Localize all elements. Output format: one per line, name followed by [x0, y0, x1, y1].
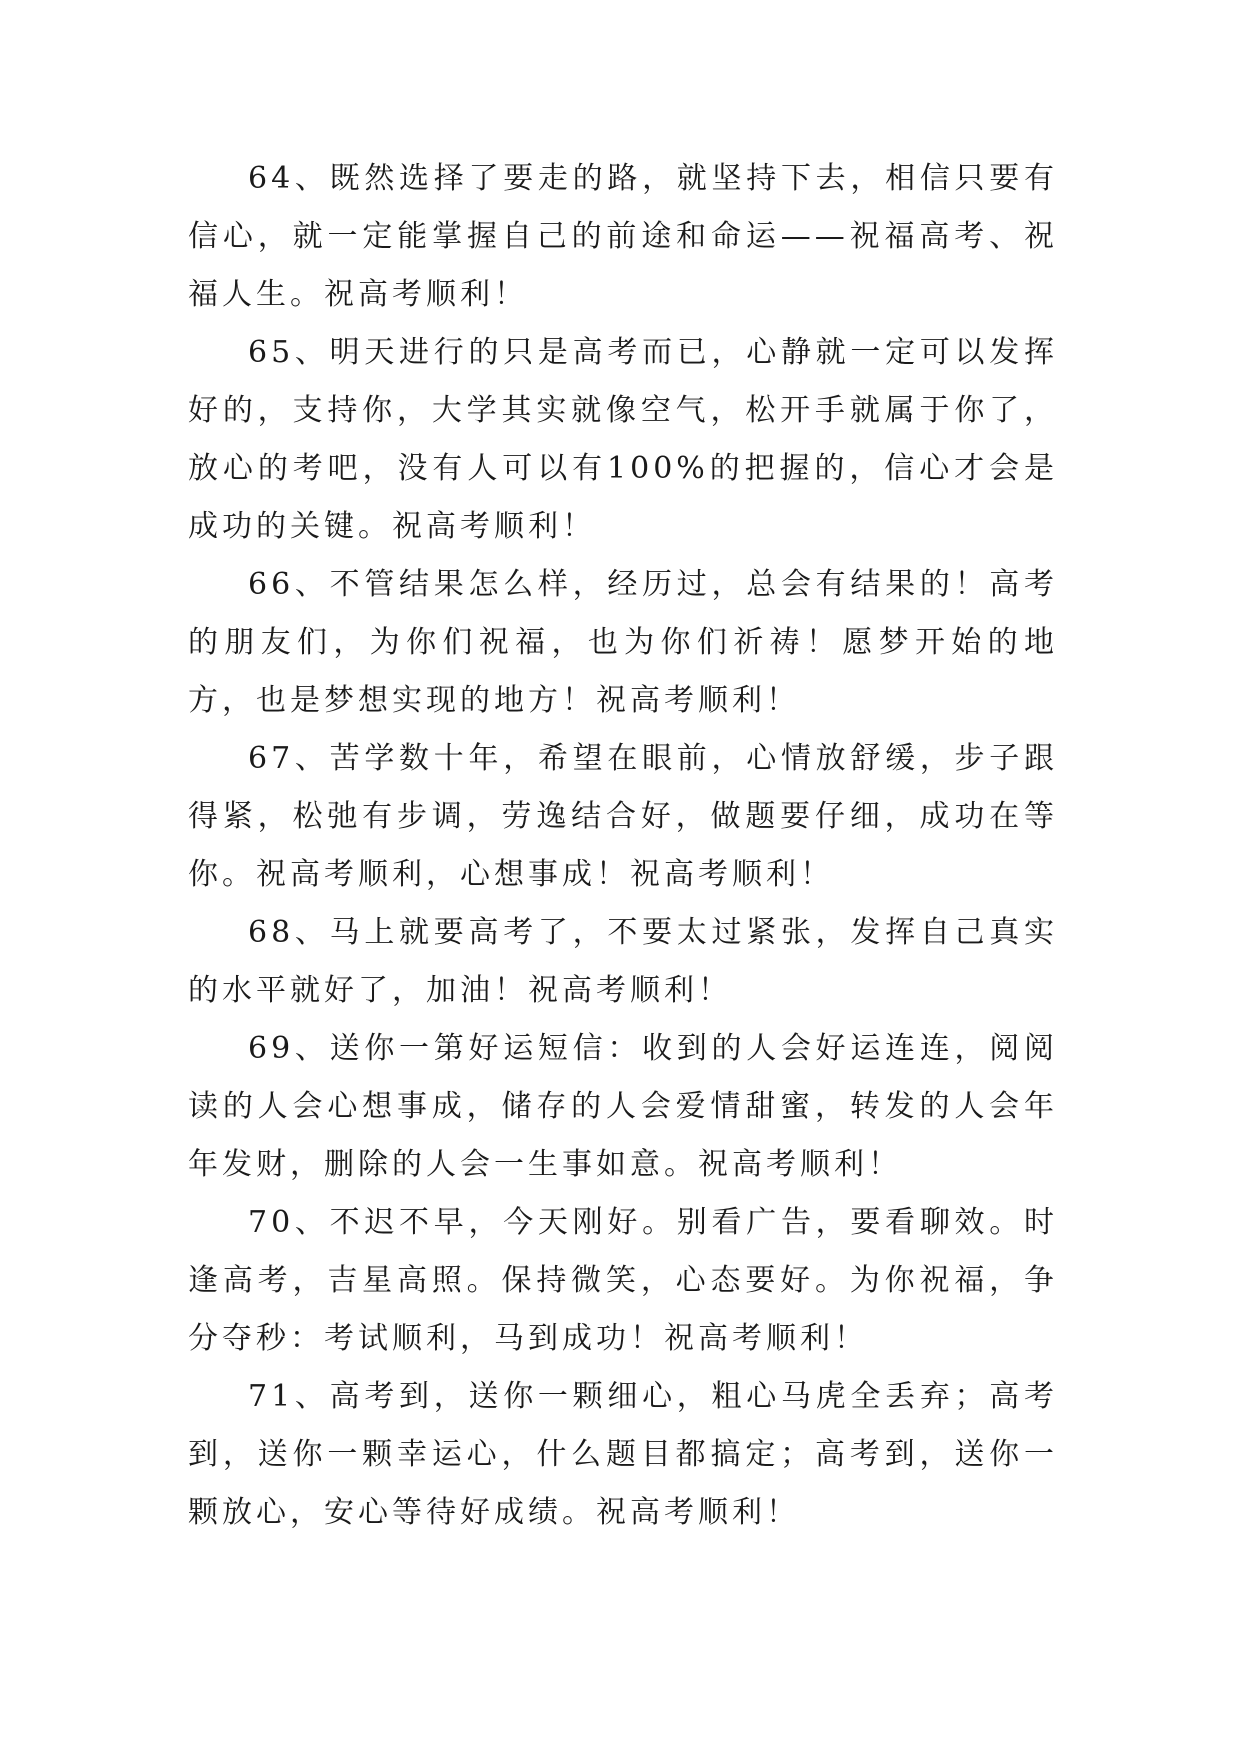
document-body: [188, 150, 1058, 1542]
paragraph-70: 70、不迟不早，今天刚好。别看广告，要看聊效。时逢高考，吉星高照。保持微笑，心态要好。为你祝福，争分夺秒：考试顺利，马到成功！祝高考顺利！: [188, 1205, 1058, 1356]
paragraph-68: 68、马上就要高考了，不要太过紧张，发挥自己真实的水平就好了，加油！祝高考顺利！: [188, 915, 1058, 1008]
paragraph-64: 64、既然选择了要走的路，就坚持下去，相信只要有信心，就一定能掌握自己的前途和命运——祝福高考、祝福人生。祝高考顺利！: [188, 161, 1058, 312]
paragraph-66: 66、不管结果怎么样，经历过，总会有结果的！高考的朋友们，为你们祝福，也为你们祈祷！愿梦开始的地方，也是梦想实现的地方！祝高考顺利！: [188, 567, 1058, 718]
paragraph-69: 69、送你一第好运短信：收到的人会好运连连，阅阅读的人会心想事成，储存的人会爱情甜蜜，转发的人会年年发财，删除的人会一生事如意。祝高考顺利！: [188, 1031, 1058, 1182]
paragraph-71: 71、高考到，送你一颗细心，粗心马虎全丢弃；高考到，送你一颗幸运心，什么题目都搞定；高考到，送你一颗放心，安心等待好成绩。祝高考顺利！: [188, 1379, 1058, 1530]
paragraph-65: 65、明天进行的只是高考而已，心静就一定可以发挥好的，支持你，大学其实就像空气，松开手就属于你了，放心的考吧，没有人可以有100%的把握的，信心才会是成功的关键。祝高考顺利！: [188, 335, 1058, 544]
paragraph-67: 67、苦学数十年，希望在眼前，心情放舒缓，步子跟得紧，松弛有步调，劳逸结合好，做题要仔细，成功在等你。祝高考顺利，心想事成！祝高考顺利！: [188, 741, 1058, 892]
